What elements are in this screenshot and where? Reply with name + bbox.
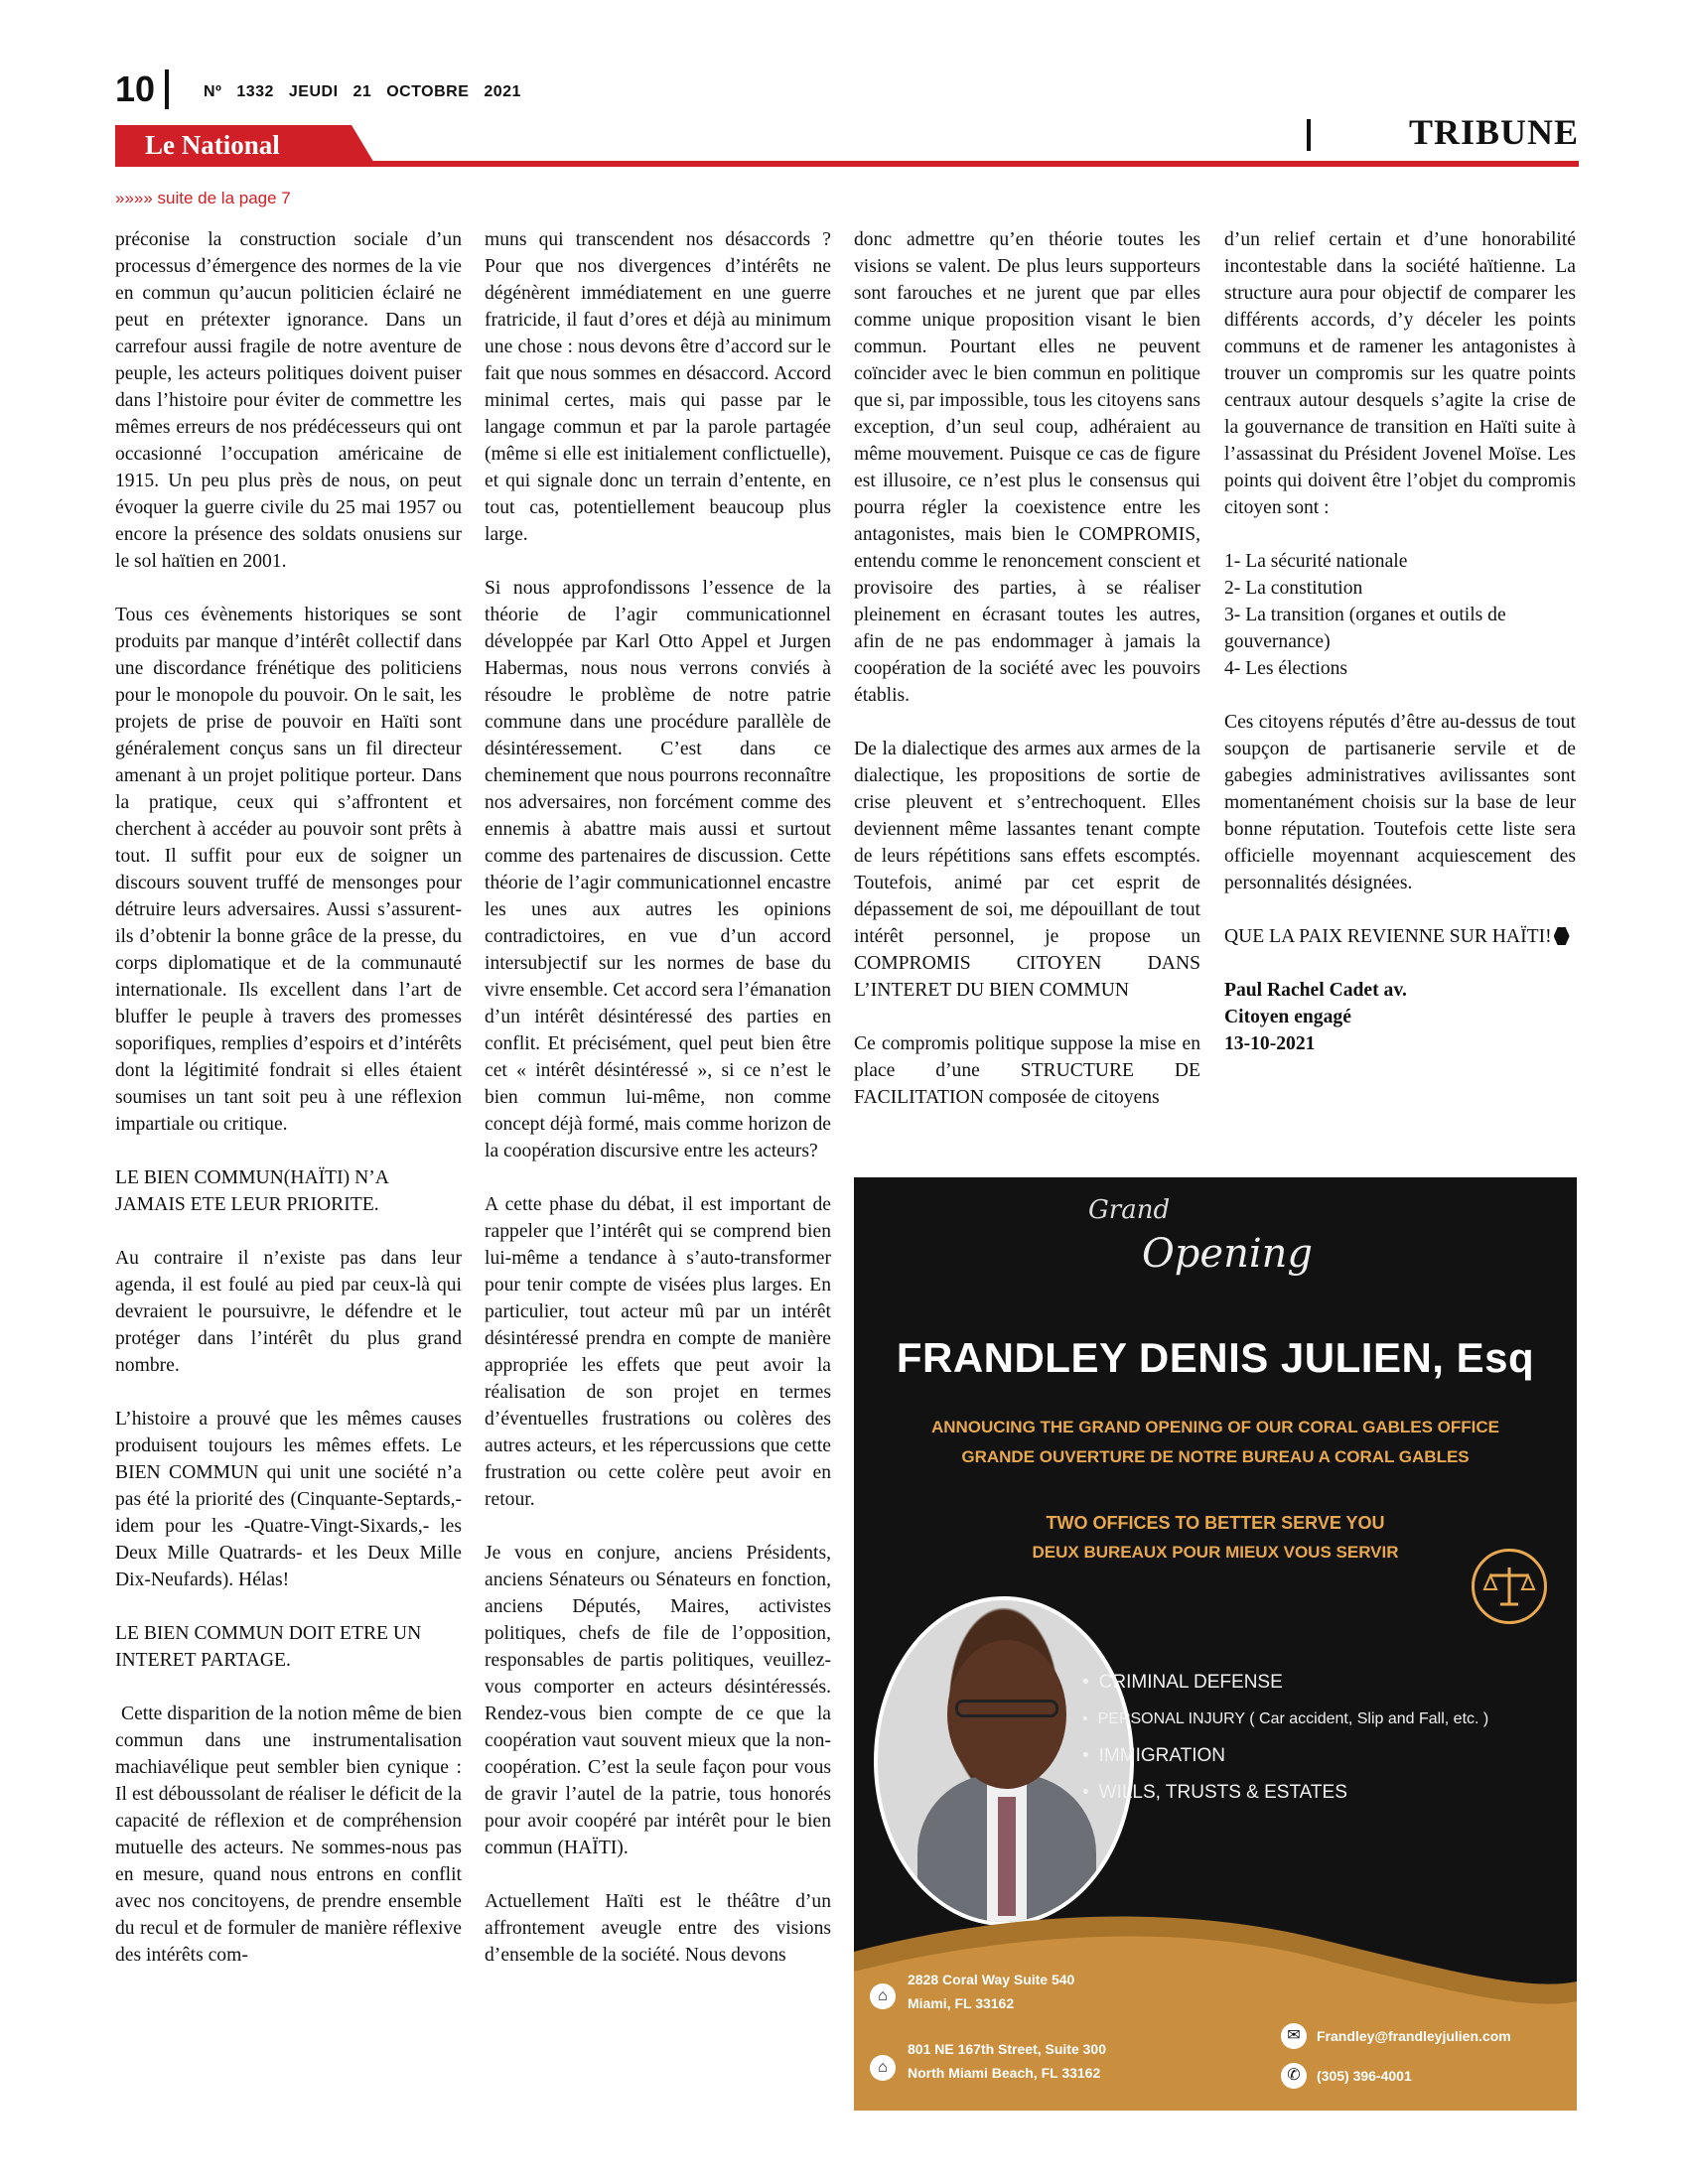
brand-name: Le National xyxy=(145,130,280,160)
paragraph: préconise la construction sociale d’un processus d’émergence des normes de la vie en commun qu’aucun politicien éclairé ne peut en prétexter ignorance. Dans un carrefour aussi fragile de notre aventure de peuple, les acteurs politiques doivent puiser dans l’histoire pour éviter de commettre les mêmes erreurs de nos prédécesseurs qui ont occasionné l’occupation américaine de 1915. Un peu plus près de nous, on peut évoquer la guerre civile du 25 mai 1957 ou encore la présence des soldats onusiens sur le sol haïtien en 2001. xyxy=(115,229,462,572)
ad-announcement-en: ANNOUCING THE GRAND OPENING OF OUR CORAL GABLES OFFICE xyxy=(930,1418,1500,1436)
list-item: 4- Les élections xyxy=(1224,658,1348,679)
paragraph: Ces citoyens réputés d’être au-dessus de tout soupçon de partisanerie servile et de gabegies administratives avilissantes sont momentanément choisis sur la base de leur bonne réputation. Toutefois cette liste sera officielle moyennant acquiescement des personnalités désignées. xyxy=(1224,712,1576,893)
paragraph: Cette disparition de la notion même de bien commun dans une instrumentalisation machiavélique peut sembler bien cynique : Il est déboussolant de réaliser le déficit de la capacité de réflexion et de compréhension mutuelle des acteurs. Ne sommes-nous pas en mesure, quand nous entrons en conflit avec nos concitoyens, de prendre ensemble du recul et de formuler de manière réflexive des intérêts com- xyxy=(115,1704,462,1966)
section-divider xyxy=(1307,119,1311,151)
service-item: • PERSONAL INJURY ( Car accident, Slip and Fall, etc. ) xyxy=(1082,1701,1488,1737)
ad-attorney-name: FRANDLEY DENIS JULIEN, Esq xyxy=(896,1334,1535,1381)
page-number-divider xyxy=(165,69,169,109)
home-icon: ⌂ xyxy=(870,1983,896,2009)
paragraph: donc admettre qu’en théorie toutes les visions se valent. De plus leurs supporteurs sont farouches et ne jurent que par elles comme unique proposition visant le bien commun. Pourtant elles ne peuvent coïncider avec le bien commun en politique que si, par impossible, tous les citoyens sans exception, d’un seul coup, adhéraient au même mouvement. Puisque ce cas de figure est illusoire, ce n’est plus le consensus qui pourra régler la coexistence entre les antagonistes, mais bien le COMPROMIS, entendu comme le renoncement conscient et provisoire des parties, à se réaliser pleinement en écrasant toutes les autres, afin de ne pas endommager à jamais la coopération de la société avec les pouvoirs établis. xyxy=(854,229,1200,706)
ad-opening-text: Opening xyxy=(1142,1231,1313,1277)
subheading: LE BIEN COMMUN DOIT ETRE UN INTERET PARTAGE. xyxy=(115,1623,422,1671)
paragraph: Tous ces évènements historiques se sont produits par manque d’intérêt collectif dans une discordance frénétique des politiciens pour le monopole du pouvoir. On le sait, les projets de prise de pouvoir en Haïti sont généralement conçus sans un fil directeur amenant à un projet politique porteur. Dans la pratique, ceux qui s’affrontent et cherchent à accéder au pouvoir sont prêts à tout. Il suffit pour eux de soigner un discours souvent truffé de mensonges pour détruire leurs adversaires. Aussi s’assurent-ils d’obtenir la bonne grâce de la presse, du corps diplomatique et de la communauté internationale. Ils excellent dans l’art de bluffer le peuple à travers des promesses soporifiques, remplies d’espoirs et d’intérêts dont la légitimité fondrait si elles étaient soumises un tant soit peu à une réflexion impartiale ou critique. xyxy=(115,605,462,1135)
paragraph: Au contraire il n’existe pas dans leur agenda, il est foulé au pied par ceux-là qui devraient le poursuivre, le défendre et le protéger dans l’intérêt du plus grand nombre. xyxy=(115,1248,462,1376)
author-role: Citoyen engagé xyxy=(1224,1007,1351,1027)
phone-icon: ✆ xyxy=(1281,2063,1307,2089)
phone-number[interactable]: (305) 396-4001 xyxy=(1317,2068,1412,2084)
section-title: TRIBUNE xyxy=(1408,112,1579,152)
paragraph: De la dialectique des armes aux armes de la dialectique, les propositions de sortie de crise pleuvent et s’entrechoquent. Elles deviennent même lassantes tenant compte de leurs répétitions sans effets escomptés. Toutefois, animé par cet esprit de dépassement de soi, me dépouillant de tout intérêt personnel, je propose un COMPROMIS CITOYEN DANS L’INTERET DU BIEN COMMUN xyxy=(854,739,1200,1001)
office-address-2: 801 NE 167th Street, Suite 300 North Miami Beach, FL 33162 xyxy=(908,2041,1106,2081)
issue-date-line: Nº 1332 JEUDI 21 OCTOBRE 2021 xyxy=(204,83,521,100)
article-date: 13-10-2021 xyxy=(1224,1033,1316,1054)
paragraph: Si nous approfondissons l’essence de la théorie de l’agir communicationnel développée par Karl Otto Appel et Jurgen Habermas, nous nous verrons conviés à résoudre le problème de notre patrie commune dans une procédure parallèle de désintéressement. C’est dans ce cheminement que nous pourrons reconnaître nos adversaires, non forcément comme des ennemis à abattre mais aussi et surtout comme des partenaires de discussion. Cette théorie de l’agir communicationnel encastre les unes aux autres les opinions contradictoires, en vue d’un accord intersubjectif sur les normes de base du vivre ensemble. Cet accord sera l’émanation d’un intérêt désintéressé des parties en conflit. Et précisément, quel peut bien être cet « intérêt désintéressé », si ce n’est le bien commun lui-même, non comme concept déjà formé, mais comme horizon de la coopération discursive entre les acteurs? xyxy=(485,578,831,1161)
law-office-advertisement[interactable] xyxy=(854,1177,1577,2111)
service-item: • WILLS, TRUSTS & ESTATES xyxy=(1082,1774,1488,1811)
header-rule xyxy=(115,161,1579,167)
email-link[interactable]: Frandley@frandleyjulien.com xyxy=(1317,2028,1511,2044)
paragraph: A cette phase du débat, il est important de rappeler que l’intérêt qui se comprend bien lui-même a tendance à s’auto-transformer pour tenir compte de visées plus larges. En particulier, tout acteur mû par un intérêt désintéressé prendra en compte de manière appropriée les effets que peut avoir la réalisation de son projet en termes d’éventuelles frustrations ou colères des autres acteurs, et les répercussions que cette frustration ou cette colère peut avoir en retour. xyxy=(485,1194,831,1510)
closing-line xyxy=(1224,923,1576,950)
ad-offices-fr: DEUX BUREAUX POUR MIEUX VOUS SERVIR xyxy=(1032,1543,1399,1562)
service-item: • CRIMINAL DEFENSE xyxy=(1082,1664,1488,1701)
paragraph: Actuellement Haïti est le théâtre d’un affrontement aveugle entre des visions d’ensemble de la société. Nous devons xyxy=(485,1891,831,1966)
service-item: • IMMIGRATION xyxy=(1082,1737,1488,1774)
page-number: 10 xyxy=(115,68,156,109)
ad-offices-en: TWO OFFICES TO BETTER SERVE YOU xyxy=(1046,1513,1385,1533)
end-mark-icon xyxy=(1554,927,1570,945)
signature-block xyxy=(1224,977,1576,1057)
paragraph: muns qui transcendent nos désaccords ? Pour que nos divergences d’intérêts ne dégénèrent immédiatement en une guerre fratricide, il faut d’ores et déjà au minimum une chose : nous devons être d’accord sur le fait que nous sommes en désaccord. Accord minimal certes, mais qui passe par le langage commun et par la parole partagée (même si elle est initialement conflictuelle), et qui signale donc un terrain d’entente, en tout cas, potentiellement beaucoup plus large. xyxy=(485,229,831,545)
brand-banner xyxy=(115,125,375,165)
article-column-3 xyxy=(854,226,1200,1138)
paragraph: Ce compromis politique suppose la mise en place d’une STRUCTURE DE FACILITATION composée de citoyens xyxy=(854,1033,1200,1108)
paragraph: d’un relief certain et d’une honorabilité incontestable dans la société haïtienne. La structure aura pour objectif de comparer les différents accords, d’y déceler les points communs et de ramener les antagonistes à trouver un compromis sur les quatre points centraux autour desquels s’agite la crise de la gouvernance de transition en Haïti suite à l’assassinat du Président Jovenel Moïse. Les points qui doivent être l’objet du compromis citoyen sont : xyxy=(1224,229,1576,518)
office-address-1: 2828 Coral Way Suite 540 Miami, FL 33162 xyxy=(908,1972,1075,2011)
author-name: Paul Rachel Cadet av. xyxy=(1224,980,1407,1001)
article-column-4 xyxy=(1224,226,1576,1084)
closing-text: QUE LA PAIX REVIENNE SUR HAÏTI! xyxy=(1224,926,1552,947)
ad-grand-text: Grand xyxy=(1088,1195,1171,1225)
list-item: 2- La constitution xyxy=(1224,578,1363,599)
home-icon: ⌂ xyxy=(870,2055,896,2081)
article-column-1 xyxy=(115,226,462,1995)
scales-of-justice-icon xyxy=(1472,1549,1547,1624)
article-column-2 xyxy=(485,226,831,1995)
list-item: 1- La sécurité nationale xyxy=(1224,551,1408,572)
list-item: 3- La transition (organes et outils de gouvernance) xyxy=(1224,605,1506,652)
paragraph: Je vous en conjure, anciens Présidents, anciens Sénateurs ou Sénateurs en fonction, anciens Députés, Maires, activistes politiques, chefs de file de l’opposition, responsables de partis politiques, veuillez-vous comporter en acteurs désintéressés. Rendez-vous bien compte de ce que la coopération vaut souvent mieux que la non-coopération. C’est la seule façon pour vous de gravir l’autel de la patrie, tous honorés pour avoir coopéré par intérêt pour le bien commun (HAÏTI). xyxy=(485,1543,831,1858)
subheading: LE BIEN COMMUN(HAÏTI) N’A JAMAIS ETE LEUR PRIORITE. xyxy=(115,1167,388,1215)
continuation-note: »»»» suite de la page 7 xyxy=(115,189,291,207)
paragraph: L’histoire a prouvé que les mêmes causes produisent toujours les mêmes effets. Le BIEN COMMUN qui unit une société n’a pas été la priorité des (Cinquante-Septards,- idem pour les -Quatre-Vingt-Sixards,- les Deux Mille Quatrards- et les Deux Mille Dix-Neufards). Hélas! xyxy=(115,1409,462,1590)
services-list xyxy=(1082,1664,1488,1811)
ad-announcement-fr: GRANDE OUVERTURE DE NOTRE BUREAU A CORAL GABLES xyxy=(961,1447,1470,1466)
points-list xyxy=(1224,548,1576,682)
mail-icon: ✉ xyxy=(1281,2023,1307,2049)
